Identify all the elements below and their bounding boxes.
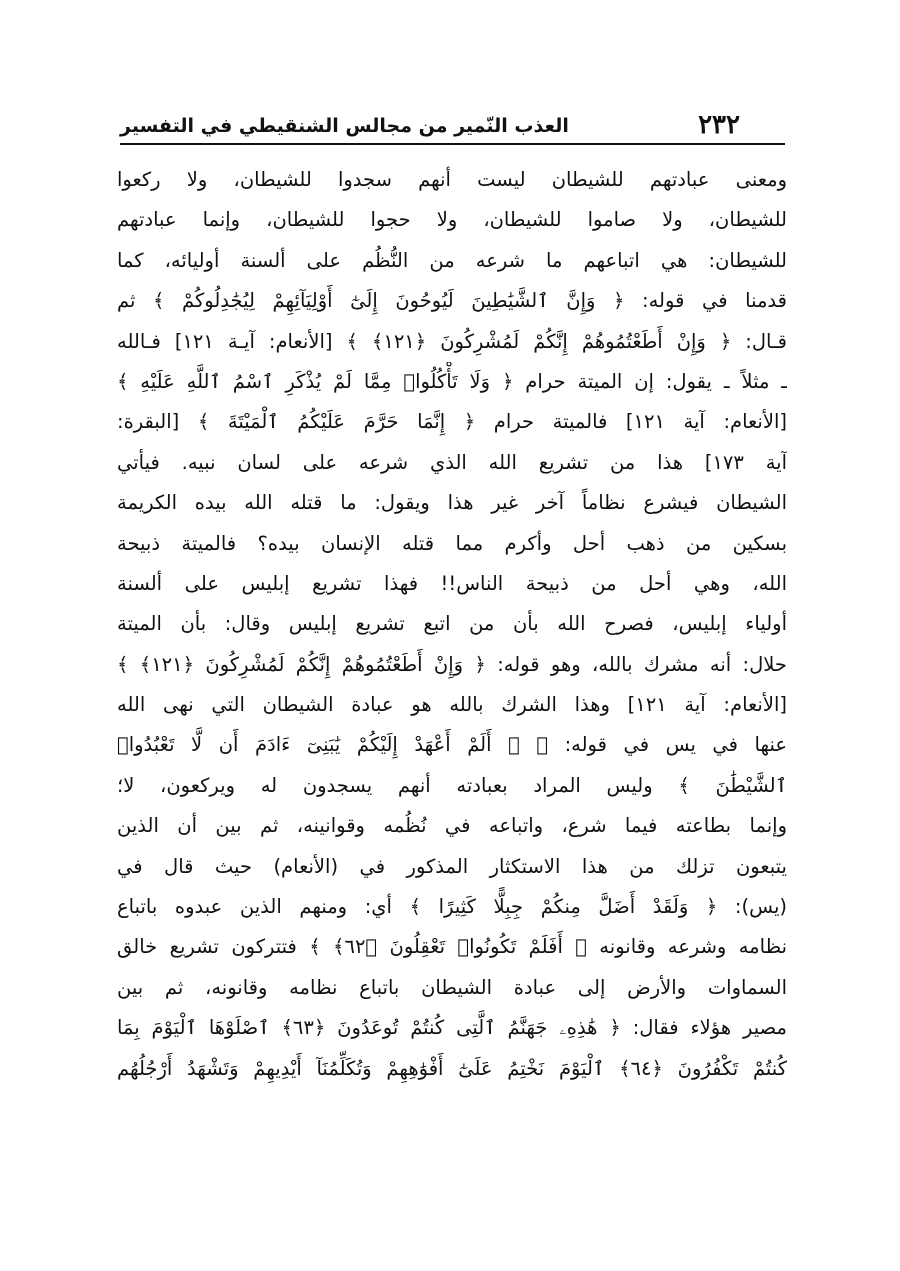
text-line: آية ١٧٣] هذا من تشريع الله الذي شرعه على لسان نبيه. فيأتي [117,450,787,474]
text-line: [الأنعام: آية ١٢١] وهذا الشرك بالله هو عبادة الشيطان التي نهى الله [117,693,787,717]
text-line: قدمنا في قوله: ﴿ وَإِنَّ ٱلشَّيَٰطِينَ لَيُوحُونَ إِلَىٰٓ أَوْلِيَآئِهِمْ لِيُجَٰدِلُوكُمْ ﴾ ثم [117,289,787,313]
text-line: السماوات والأرض إلى عبادة الشيطان باتباع نظامه وقانونه، ثم بين [117,975,787,999]
text-line: (يس): ﴿ وَلَقَدْ أَضَلَّ مِنكُمْ جِبِلًّا كَثِيرًا ﴾ أي: ومنهم الذين عبدوه باتباع [117,895,787,919]
text-line: نظامه وشرعه وقانونه ﴿ أَفَلَمْ تَكُونُوا۟ تَعْقِلُونَ ﴿٦٢﴾ ﴾ فتتركون تشريع خالق [117,935,787,959]
text-line: عنها في يس في قوله: ﴿ ۞ أَلَمْ أَعْهَدْ إِلَيْكُمْ يَٰبَنِىٓ ءَادَمَ أَن لَّا تَعْبُدُوا۟ [117,733,787,757]
text-line: كُنتُمْ تَكْفُرُونَ ﴿٦٤﴾ ٱلْيَوْمَ نَخْتِمُ عَلَىٰٓ أَفْوَٰهِهِمْ وَتُكَلِّمُنَآ أَيْدِيهِمْ وَتَشْهَدُ أَرْجُلُهُم [117,1056,787,1080]
text-line: مصير هؤلاء فقال: ﴿ هَٰذِهِۦ جَهَنَّمُ ٱلَّتِى كُنتُمْ تُوعَدُونَ ﴿٦٣﴾ ٱصْلَوْهَا ٱلْيَوْمَ بِمَا [117,1016,787,1040]
text-line: للشيطان، ولا صاموا للشيطان، ولا حجوا للشيطان، وإنما عبادتهم [117,208,787,232]
text-line: للشيطان: هي اتباعهم ما شرعه من النُّظُم على ألسنة أوليائه، كما [117,248,787,272]
text-line: يتبعون تزلك من هذا الاستكثار المذكور في (الأنعام) حيث قال في [117,854,787,878]
text-line: أولياء إبليس، فصرح الله بأن من اتبع تشريع إبليس وقال: بأن الميتة [117,612,787,636]
text-line: ومعنى عبادتهم للشيطان ليست أنهم سجدوا للشيطان، ولا ركعوا [117,168,787,191]
text-line: ٱلشَّيْطَٰنَ ﴾ وليس المراد بعبادته أنهم يسجدون له ويركعون، لا؛ [117,773,787,797]
text-line: وإنما بطاعته فيما شرع، واتباعه في نُظُمه وقوانينه، ثم بين أن الذين [117,814,787,838]
text-line: [الأنعام: آية ١٢١] فالميتة حرام ﴿ إِنَّمَا حَرَّمَ عَلَيْكُمُ ٱلْمَيْتَةَ ﴾ [البقرة: [117,410,787,434]
text-line: بسكين من ذهب أحل وأكرم مما قتله الإنسان بيده؟ فالميتة ذبيحة [117,531,787,555]
text-line: الشيطان فيشرع نظاماً آخر غير هذا ويقول: ما قتله الله بيده الكريمة [117,491,787,515]
page-header [120,100,780,140]
book-title: العذب النّمير من مجالس الشنقيطي في التفسير [120,115,569,137]
text-line: ـ مثلاً ـ يقول: إن الميتة حرام ﴿ وَلَا تَأْكُلُوا۟ مِمَّا لَمْ يُذْكَرِ ٱسْمُ ٱللَّهِ عَلَيْهِ ﴾ [117,369,787,393]
body-text [117,160,787,1089]
page-number: ٢٣٢ [698,110,740,140]
text-line: الله، وهي أحل من ذبيحة الناس!! فهذا تشريع إبليس على ألسنة [117,571,787,595]
text-line: قـال: ﴿ وَإِنْ أَطَعْتُمُوهُمْ إِنَّكُمْ لَمُشْرِكُونَ ﴿١٢١﴾ ﴾ [الأنعام: آيـة ١٢١] فـالله [117,329,787,353]
header-divider [120,143,785,145]
text-line: حلال: أنه مشرك بالله، وهو قوله: ﴿ وَإِنْ أَطَعْتُمُوهُمْ إِنَّكُمْ لَمُشْرِكُونَ ﴿١٢١﴾ ﴾ [117,652,787,676]
